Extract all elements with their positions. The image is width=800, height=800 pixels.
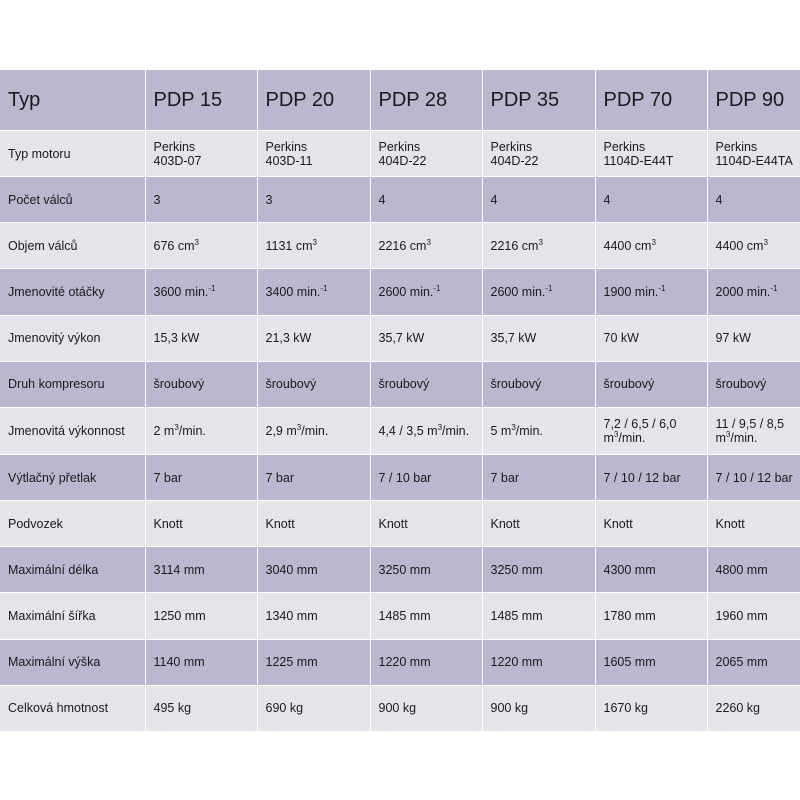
table-cell [145,639,257,685]
unit-suffix: /min. [301,423,329,438]
cell-value: 2216 cm [378,238,427,253]
table-cell [257,501,370,547]
table-row [0,455,800,501]
table-cell [482,593,595,639]
cell-value-with-unit [379,285,441,299]
cell-value: 1220 mm [490,655,543,670]
table-cell [145,501,257,547]
unit-suffix: /min. [178,423,206,438]
cell-value: 97 kW [715,331,751,346]
header-model: PDP 90 [707,70,800,131]
table-cell [595,131,707,177]
cell-value: 495 kg [153,701,192,716]
cell-value: 3600 min. [153,284,209,299]
table-cell [707,685,800,731]
table-cell [482,685,595,731]
cell-value: 1900 min. [603,284,659,299]
table-cell [257,547,370,593]
cell-value: 1485 mm [378,608,431,623]
cell-value-with-unit [154,239,199,253]
table-row [0,501,800,547]
unit-superscript: -1 [320,283,328,293]
table-cell [482,131,595,177]
row-label: Maximální výška [0,639,145,685]
header-model: PDP 20 [257,70,370,131]
table-header-row [0,70,800,131]
table-cell [145,361,257,407]
table-cell [370,407,482,454]
unit-superscript: 3 [725,429,731,439]
table-cell [482,315,595,361]
unit-suffix: /min. [515,423,543,438]
table-cell [145,455,257,501]
cell-value-with-unit [604,285,666,299]
cell-value: 4400 cm [715,238,764,253]
table-cell [595,501,707,547]
cell-value: 900 kg [490,701,529,716]
table-cell [482,547,595,593]
table-cell [370,685,482,731]
cell-value: 5 m [490,423,512,438]
table-cell [707,501,800,547]
cell-value: 3 [265,192,273,207]
cell-value: 1960 mm [715,608,768,623]
cell-value: 1220 mm [378,655,431,670]
header-model: PDP 35 [482,70,595,131]
table-cell [370,315,482,361]
cell-value: 4400 cm [603,238,652,253]
unit-superscript: 3 [174,422,179,432]
unit-superscript: 3 [312,237,317,247]
cell-value: 7 / 10 / 12 bar [715,470,793,485]
table-cell [595,315,707,361]
table-cell [370,269,482,315]
table-cell [482,639,595,685]
cell-value: Perkins 1104D-E44T [603,139,674,168]
cell-value-with-unit [604,417,677,445]
table-cell [707,315,800,361]
table-cell [707,639,800,685]
cell-value: 35,7 kW [378,331,425,346]
cell-value: 690 kg [265,701,304,716]
table-cell [595,639,707,685]
header-model: PDP 28 [370,70,482,131]
row-label: Podvozek [0,501,145,547]
cell-value-with-unit [379,239,431,253]
cell-value: Knott [603,516,633,531]
table-cell [482,455,595,501]
row-label: Jmenovité otáčky [0,269,145,315]
cell-value: Knott [265,516,295,531]
cell-value: 2260 kg [715,701,760,716]
table-cell [257,593,370,639]
unit-superscript: -1 [545,283,553,293]
table-cell [482,407,595,454]
unit-superscript: 3 [651,237,656,247]
cell-value-with-unit [154,424,206,438]
table-cell [370,177,482,223]
cell-value: Perkins 404D-22 [490,139,539,168]
row-label: Celková hmotnost [0,685,145,731]
cell-value: 3250 mm [378,562,431,577]
table-cell [595,177,707,223]
cell-value: 2000 min. [715,284,771,299]
cell-value: 1670 kg [603,701,648,716]
table-cell [145,177,257,223]
unit-superscript: -1 [208,283,216,293]
cell-value: 4 [603,192,611,207]
unit-superscript: 3 [437,422,443,432]
table-cell [595,547,707,593]
row-label: Objem válců [0,223,145,269]
table-cell [145,131,257,177]
cell-value: 2 m [153,423,175,438]
cell-value: Perkins 404D-22 [378,139,427,168]
cell-value: Perkins 403D-07 [153,139,202,168]
table-cell [482,223,595,269]
unit-suffix: /min. [442,423,470,438]
table-cell [145,223,257,269]
table-cell [257,639,370,685]
table-row [0,685,800,731]
cell-value-with-unit [716,417,785,445]
cell-value: šroubový [378,377,430,392]
table-cell [257,131,370,177]
cell-value: šroubový [715,377,767,392]
cell-value: 1340 mm [265,608,318,623]
cell-value-with-unit [604,239,656,253]
unit-suffix: /min. [730,430,758,445]
cell-value: šroubový [265,377,317,392]
unit-superscript: -1 [658,283,666,293]
table-cell [707,223,800,269]
table-row [0,131,800,177]
table-cell [595,407,707,454]
table-cell [145,269,257,315]
cell-value: 7 bar [490,470,519,485]
table-row [0,269,800,315]
cell-value: 70 kW [603,331,639,346]
cell-value: Knott [490,516,520,531]
table-cell [257,269,370,315]
table-cell [482,501,595,547]
cell-value: 4 [378,192,386,207]
table-cell [370,593,482,639]
table-cell [370,361,482,407]
cell-value: 1485 mm [490,608,543,623]
cell-value: Perkins 403D-11 [265,139,313,168]
table-cell [707,407,800,454]
cell-value: 1131 cm [265,238,313,253]
table-cell [145,685,257,731]
cell-value: 3250 mm [490,562,543,577]
unit-superscript: 3 [194,237,199,247]
table-row [0,547,800,593]
cell-value-with-unit [266,239,317,253]
table-cell [595,455,707,501]
table-cell [370,501,482,547]
row-label: Typ motoru [0,131,145,177]
cell-value: 2600 min. [378,284,434,299]
cell-value: 1250 mm [153,608,206,623]
unit-superscript: 3 [426,237,431,247]
cell-value: Knott [153,516,183,531]
table-cell [257,177,370,223]
table-cell [145,315,257,361]
cell-value: 900 kg [378,701,417,716]
table-cell [257,315,370,361]
cell-value-with-unit [154,285,216,299]
cell-value-with-unit [266,285,328,299]
table-row [0,177,800,223]
unit-superscript: -1 [770,283,778,293]
table-row [0,639,800,685]
cell-value: 3 [153,192,161,207]
table-cell [370,223,482,269]
cell-value-with-unit [491,239,543,253]
table-cell [257,361,370,407]
unit-superscript: 3 [613,429,619,439]
table-cell [145,593,257,639]
cell-value: 1780 mm [603,608,656,623]
cell-value: 7,2 / 6,5 / 6,0 m [603,416,677,445]
table-cell [482,269,595,315]
cell-value: 3040 mm [265,562,318,577]
table-cell [707,547,800,593]
cell-value: šroubový [490,377,542,392]
row-label: Maximální délka [0,547,145,593]
table-row [0,361,800,407]
table-cell [370,547,482,593]
cell-value: 4,4 / 3,5 m [378,423,438,438]
cell-value: 7 bar [265,470,294,485]
row-label: Jmenovitá výkonnost [0,407,145,454]
row-label: Druh kompresoru [0,361,145,407]
cell-value: 11 / 9,5 / 8,5 m [715,416,785,445]
table-cell [707,131,800,177]
table-cell [257,407,370,454]
cell-value: šroubový [603,377,655,392]
cell-value: 3114 mm [153,562,205,577]
table-cell [257,685,370,731]
cell-value: Perkins 1104D-E44TA [715,139,793,168]
cell-value: 2,9 m [265,423,297,438]
table-cell [595,269,707,315]
cell-value: 4 [715,192,723,207]
unit-superscript: 3 [511,422,516,432]
table-cell [482,177,595,223]
table-cell [482,361,595,407]
cell-value: 1605 mm [603,655,656,670]
table-row [0,223,800,269]
table-cell [595,361,707,407]
cell-value: 4800 mm [715,562,768,577]
cell-value: Knott [715,516,745,531]
unit-superscript: 3 [538,237,543,247]
cell-value: 4300 mm [603,562,656,577]
cell-value-with-unit [379,424,470,438]
header-model: PDP 70 [595,70,707,131]
table-cell [370,455,482,501]
spec-table [0,70,800,732]
cell-value: Knott [378,516,408,531]
cell-value: 2600 min. [490,284,546,299]
table-cell [707,177,800,223]
table-cell [595,685,707,731]
table-cell [257,455,370,501]
cell-value: 4 [490,192,498,207]
table-row [0,315,800,361]
cell-value: 1140 mm [153,655,205,670]
unit-superscript: 3 [296,422,302,432]
cell-value: šroubový [153,377,205,392]
cell-value-with-unit [491,424,543,438]
cell-value: 7 bar [153,470,182,485]
unit-superscript: -1 [433,283,441,293]
table-body [0,131,800,732]
cell-value: 35,7 kW [490,331,537,346]
table-cell [595,593,707,639]
table-cell [257,223,370,269]
cell-value: 3400 min. [265,284,321,299]
cell-value-with-unit [491,285,553,299]
row-label: Jmenovitý výkon [0,315,145,361]
table-cell [370,639,482,685]
header-model: PDP 15 [145,70,257,131]
unit-superscript: 3 [763,237,768,247]
cell-value-with-unit [716,285,778,299]
table-cell [595,223,707,269]
row-label: Počet válců [0,177,145,223]
cell-value: 2065 mm [715,655,768,670]
row-label: Maximální šířka [0,593,145,639]
table-cell [707,361,800,407]
unit-suffix: /min. [618,430,646,445]
cell-value: 7 / 10 bar [378,470,432,485]
cell-value: 676 cm [153,238,195,253]
cell-value: 2216 cm [490,238,539,253]
table-cell [707,269,800,315]
cell-value: 1225 mm [265,655,318,670]
header-type: Typ [0,70,145,131]
table-cell [145,407,257,454]
table-row [0,407,800,454]
table-row [0,593,800,639]
table-cell [145,547,257,593]
cell-value: 15,3 kW [153,331,200,346]
cell-value: 21,3 kW [265,331,312,346]
cell-value-with-unit [266,424,329,438]
table-cell [707,455,800,501]
table-cell [370,131,482,177]
row-label: Výtlačný přetlak [0,455,145,501]
table-cell [707,593,800,639]
cell-value-with-unit [716,239,768,253]
cell-value: 7 / 10 / 12 bar [603,470,681,485]
